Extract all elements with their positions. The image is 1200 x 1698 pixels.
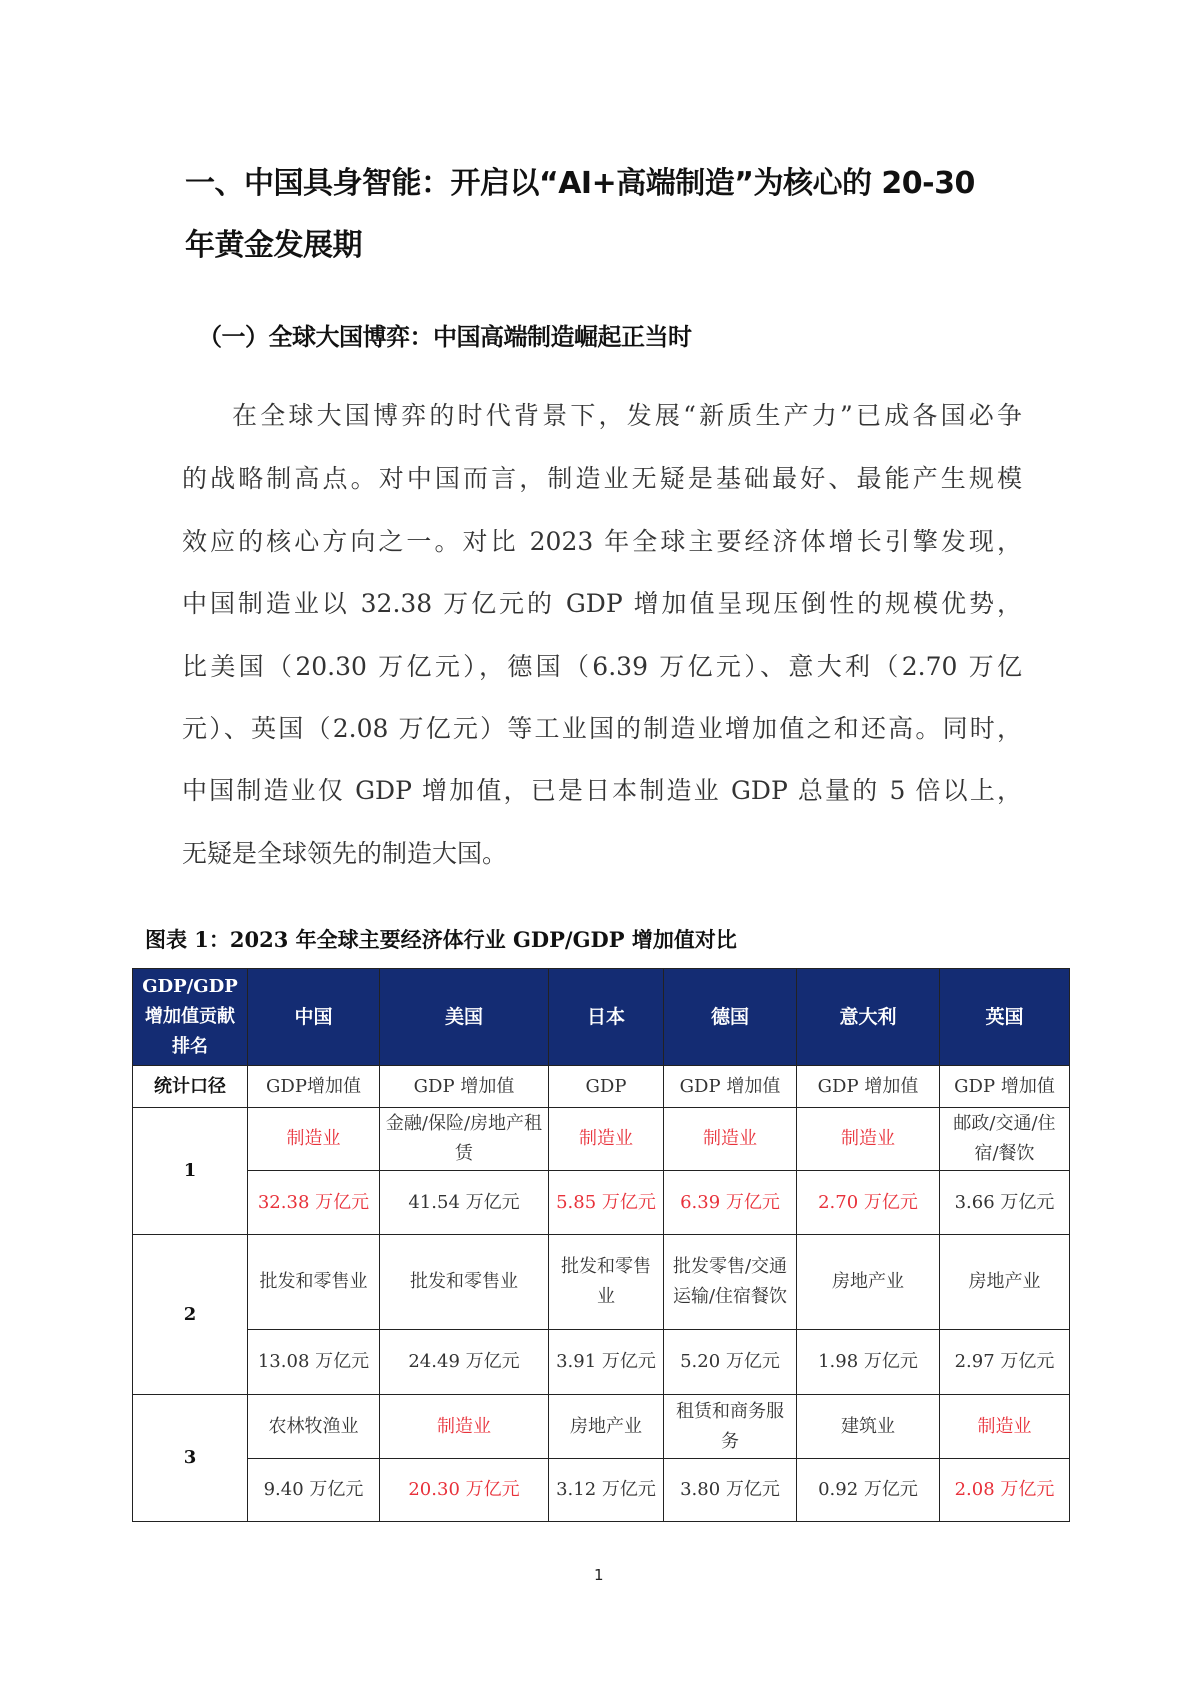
paragraph-line: 效应的核心方向之一。对比 2023 年全球主要经济体增长引擎发现，	[182, 527, 1022, 556]
value-cell: 32.38 万亿元	[248, 1171, 380, 1235]
basis-cell: GDP 增加值	[797, 1066, 940, 1108]
paragraph-line: 元）、英国（2.08 万亿元）等工业国的制造业增加值之和还高。同时，	[182, 714, 1022, 743]
industry-cell: 批发零售/交通运输/住宿餐饮	[664, 1235, 797, 1330]
value-cell: 3.80 万亿元	[664, 1459, 797, 1522]
value-cell: 9.40 万亿元	[248, 1459, 380, 1522]
header-country: 美国	[380, 969, 549, 1066]
industry-cell: 邮政/交通/住宿/餐饮	[940, 1108, 1070, 1171]
table-row-rank3-value	[133, 1459, 1070, 1522]
value-cell: 13.08 万亿元	[248, 1330, 380, 1395]
subsection-heading: （一）全球大国博弈：中国高端制造崛起正当时	[198, 323, 692, 351]
industry-cell: 制造业	[549, 1108, 664, 1171]
industry-cell: 房地产业	[940, 1235, 1070, 1330]
basis-cell: GDP 增加值	[664, 1066, 797, 1108]
industry-cell: 农林牧渔业	[248, 1395, 380, 1459]
value-cell: 2.70 万亿元	[797, 1171, 940, 1235]
industry-cell: 房地产业	[797, 1235, 940, 1330]
header-country: 英国	[940, 969, 1070, 1066]
value-cell: 24.49 万亿元	[380, 1330, 549, 1395]
gdp-comparison-table	[132, 968, 1070, 1522]
table-row-rank2-value	[133, 1330, 1070, 1395]
header-rank-label: GDP/GDP 增加值贡献排名	[133, 969, 248, 1066]
industry-cell: 批发和零售业	[248, 1235, 380, 1330]
basis-cell: GDP 增加值	[380, 1066, 549, 1108]
page-number: 1	[594, 1566, 604, 1584]
header-country: 意大利	[797, 969, 940, 1066]
value-cell: 6.39 万亿元	[664, 1171, 797, 1235]
industry-cell: 制造业	[380, 1395, 549, 1459]
industry-cell: 租赁和商务服务	[664, 1395, 797, 1459]
industry-cell: 制造业	[248, 1108, 380, 1171]
value-cell: 3.66 万亿元	[940, 1171, 1070, 1235]
paragraph-line: 无疑是全球领先的制造大国。	[182, 839, 508, 868]
industry-cell: 制造业	[797, 1108, 940, 1171]
value-cell: 41.54 万亿元	[380, 1171, 549, 1235]
header-country: 德国	[664, 969, 797, 1066]
value-cell: 1.98 万亿元	[797, 1330, 940, 1395]
industry-cell: 房地产业	[549, 1395, 664, 1459]
table-row-rank3-industry	[133, 1395, 1070, 1459]
table-row-rank1-industry	[133, 1108, 1070, 1171]
industry-cell: 制造业	[940, 1395, 1070, 1459]
rank-label: 3	[133, 1395, 248, 1522]
value-cell: 3.91 万亿元	[549, 1330, 664, 1395]
value-cell: 2.08 万亿元	[940, 1459, 1070, 1522]
basis-label: 统计口径	[133, 1066, 248, 1108]
header-country: 日本	[549, 969, 664, 1066]
industry-cell: 批发和零售业	[549, 1235, 664, 1330]
basis-cell: GDP增加值	[248, 1066, 380, 1108]
table-row-rank1-value	[133, 1171, 1070, 1235]
paragraph-line: 比美国（20.30 万亿元），德国（6.39 万亿元）、意大利（2.70 万亿	[182, 652, 1022, 681]
table-header-row	[133, 969, 1070, 1066]
value-cell: 20.30 万亿元	[380, 1459, 549, 1522]
paragraph-line: 中国制造业仅 GDP 增加值，已是日本制造业 GDP 总量的 5 倍以上，	[182, 776, 1022, 805]
industry-cell: 制造业	[664, 1108, 797, 1171]
basis-cell: GDP	[549, 1066, 664, 1108]
paragraph-line: 在全球大国博弈的时代背景下，发展“新质生产力”已成各国必争	[232, 401, 1022, 430]
value-cell: 2.97 万亿元	[940, 1330, 1070, 1395]
value-cell: 0.92 万亿元	[797, 1459, 940, 1522]
section-heading-line2: 年黄金发展期	[185, 228, 362, 263]
industry-cell: 建筑业	[797, 1395, 940, 1459]
value-cell: 3.12 万亿元	[549, 1459, 664, 1522]
table-row-basis	[133, 1066, 1070, 1108]
paragraph-line: 中国制造业以 32.38 万亿元的 GDP 增加值呈现压倒性的规模优势，	[182, 589, 1022, 618]
rank-label: 1	[133, 1108, 248, 1235]
figure-caption: 图表 1：2023 年全球主要经济体行业 GDP/GDP 增加值对比	[145, 927, 737, 952]
industry-cell: 批发和零售业	[380, 1235, 549, 1330]
value-cell: 5.20 万亿元	[664, 1330, 797, 1395]
rank-label: 2	[133, 1235, 248, 1395]
section-heading-line1: 一、中国具身智能：开启以“AI+高端制造”为核心的 20-30	[185, 166, 975, 201]
industry-cell: 金融/保险/房地产租赁	[380, 1108, 549, 1171]
header-country: 中国	[248, 969, 380, 1066]
table-row-rank2-industry	[133, 1235, 1070, 1330]
value-cell: 5.85 万亿元	[549, 1171, 664, 1235]
basis-cell: GDP 增加值	[940, 1066, 1070, 1108]
paragraph-line: 的战略制高点。对中国而言，制造业无疑是基础最好、最能产生规模	[182, 464, 1022, 493]
